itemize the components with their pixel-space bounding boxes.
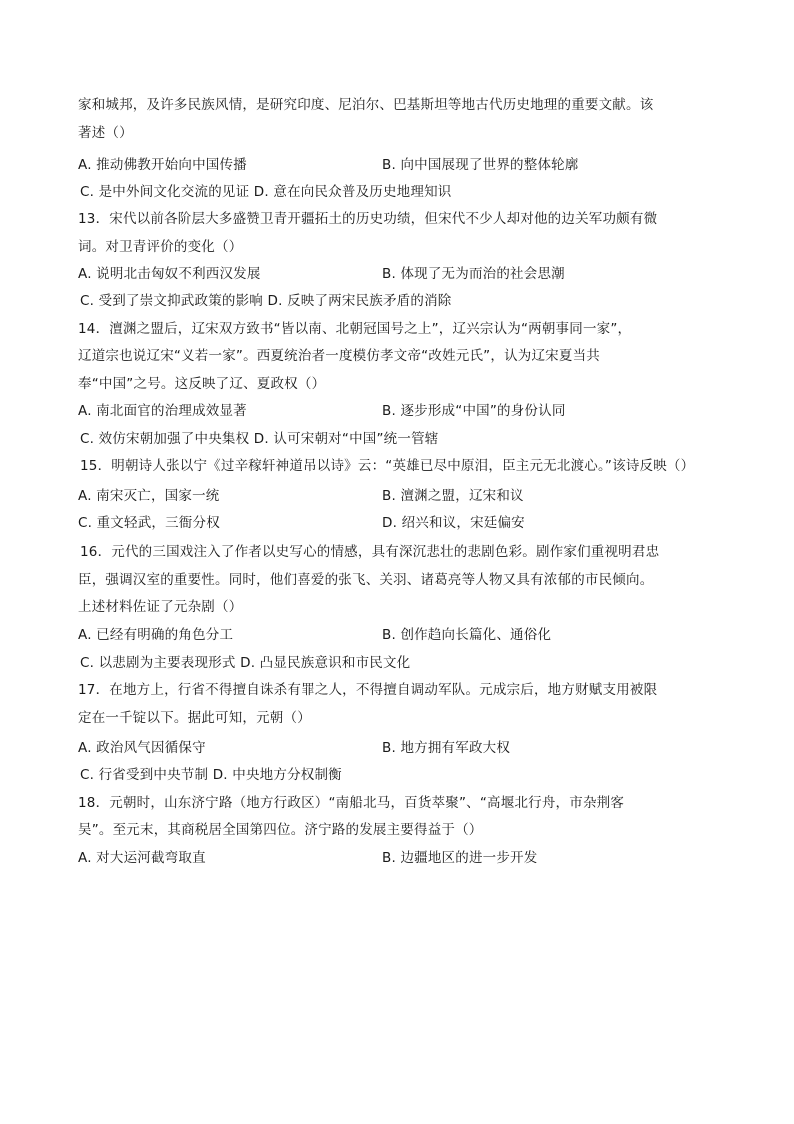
q17-option-a: A. 政治风气因循保守 <box>78 740 206 756</box>
q14-option-cd: C. 效仿宋朝加强了中央集权 D. 认可宋朝对“中国”统一管辖 <box>80 431 439 447</box>
q14-line-2: 辽道宗也说辽宋“义若一家”。西夏统治者一度模仿孝文帝“改姓元氏”，认为辽宋夏当共 <box>78 348 600 364</box>
q15-option-d: D. 绍兴和议，宋廷偏安 <box>382 515 525 531</box>
q17-line-2: 定在一千锭以下。据此可知，元朝（） <box>78 710 311 726</box>
q16-option-cd: C. 以悲剧为主要表现形式 D. 凸显民族意识和市民文化 <box>80 655 411 671</box>
q18-option-b: B. 边疆地区的进一步开发 <box>382 850 538 866</box>
q16-line-3: 上述材料佐证了元杂剧（） <box>78 599 243 615</box>
q13-option-cd: C. 受到了崇文抑武政策的影响 D. 反映了两宋民族矛盾的消除 <box>80 293 452 309</box>
q13-option-a: A. 说明北击匈奴不利西汉发展 <box>78 266 261 282</box>
q12-option-b: B. 向中国展现了世界的整体轮廓 <box>382 157 579 173</box>
q13-line-1: 13．宋代以前各阶层大多盛赞卫青开疆拓土的历史功绩，但宋代不少人却对他的边关军功颇有微 <box>78 211 658 227</box>
intro-line-1: 家和城邦，及许多民族风情，是研究印度、尼泊尔、巴基斯坦等地古代历史地理的重要文献。该 <box>78 97 654 113</box>
q14-line-1: 14．澶渊之盟后，辽宋双方致书“皆以南、北朝冠国号之上”，辽兴宗认为“两朝事同一家”， <box>78 321 632 337</box>
q13-option-b: B. 体现了无为而治的社会思潮 <box>382 266 565 282</box>
intro-line-2: 著述（） <box>78 125 133 141</box>
q14-option-a: A. 南北面官的治理成效显著 <box>78 403 247 419</box>
q15-option-c: C. 重文轻武，三衙分权 <box>78 515 220 531</box>
q15-line-1: 15．明朝诗人张以宁《过辛稼轩神道吊以诗》云：“英雄已尽中原泪，臣主元无北渡心。”该诗反映（） <box>80 458 695 474</box>
q18-option-a: A. 对大运河截弯取直 <box>78 850 206 866</box>
q16-option-a: A. 已经有明确的角色分工 <box>78 627 234 643</box>
q17-option-cd: C. 行省受到中央节制 D. 中央地方分权制衡 <box>80 767 342 783</box>
q12-option-a: A. 推动佛教开始向中国传播 <box>78 157 247 173</box>
q16-line-1: 16．元代的三国戏注入了作者以史写心的情感，具有深沉悲壮的悲剧色彩。剧作家们重视明君忠 <box>80 544 660 560</box>
q15-option-a: A. 南宋灭亡，国家一统 <box>78 488 220 504</box>
q14-option-b: B. 逐步形成“中国”的身份认同 <box>382 403 566 419</box>
q16-line-2: 臣，强调汉室的重要性。同时，他们喜爱的张飞、关羽、诸葛亮等人物又具有浓郁的市民倾向。 <box>78 572 654 588</box>
q12-option-cd: C. 是中外间文化交流的见证 D. 意在向民众普及历史地理知识 <box>80 184 452 200</box>
q13-line-2: 词。对卫青评价的变化（） <box>78 239 243 255</box>
q18-line-1: 18．元朝时，山东济宁路（地方行政区）“南船北马，百货萃聚”、“高堰北行舟，市杂荆客 <box>78 795 625 811</box>
q17-line-1: 17．在地方上，行省不得擅自诛杀有罪之人，不得擅自调动军队。元成宗后，地方财赋支用被限 <box>78 682 658 698</box>
q17-option-b: B. 地方拥有军政大权 <box>382 740 511 756</box>
q14-line-3: 奉“中国”之号。这反映了辽、夏政权（） <box>78 376 326 392</box>
q18-line-2: 吴”。至元末，其商税居全国第四位。济宁路的发展主要得益于（） <box>78 822 483 838</box>
q16-option-b: B. 创作趋向长篇化、通俗化 <box>382 627 552 643</box>
q15-option-b: B. 澶渊之盟，辽宋和议 <box>382 488 524 504</box>
